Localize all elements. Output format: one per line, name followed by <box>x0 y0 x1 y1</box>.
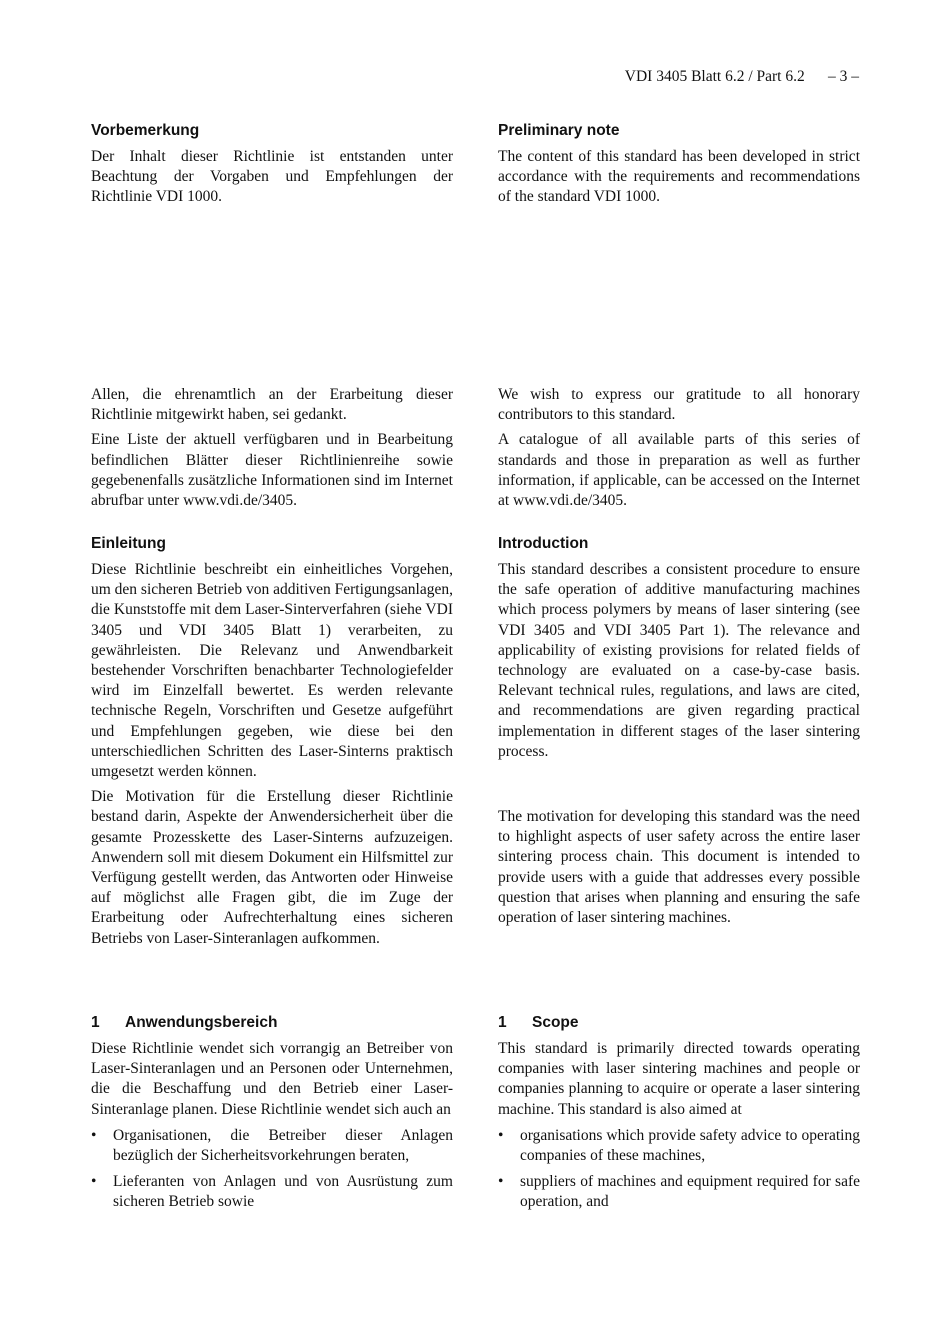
de-preliminary-text: Der Inhalt dieser Richtlinie ist entstanden unter Beachtung der Vorgaben und Empfehlungen der Richtlinie VDI 1000. <box>91 148 453 206</box>
bullet-glyph: • <box>91 1126 97 1144</box>
en-intro-text-2: The motivation for developing this standard was the need to highlight aspects of user safety across the entire laser sintering process chain. This document is intended to provide users with a guide that addresses every possible question that arises when planning and ensuring the safe operation of laser sintering machines. <box>498 808 860 927</box>
en-scope-text: This standard is primarily directed towards operating companies with laser sintering machines and people or companies planning to acquire or operate a laser sintering machine. This standard is also aimed at <box>498 1040 860 1118</box>
de-preliminary-section <box>91 121 453 213</box>
en-intro-section-2 <box>498 807 860 933</box>
de-thanks-text: Allen, die ehrenamtlich an der Erarbeitung dieser Richtlinie mitgewirkt haben, sei gedankt. <box>91 386 453 424</box>
de-intro-section <box>91 534 453 954</box>
list-item-text: suppliers of machines and equipment required for safe operation, and <box>520 1173 860 1211</box>
en-scope-heading <box>498 1013 860 1033</box>
page-header <box>625 67 859 87</box>
de-scope-heading <box>91 1013 453 1033</box>
list-item <box>498 1126 860 1166</box>
page-number: – 3 – <box>828 68 859 85</box>
de-catalogue-text: Eine Liste der aktuell verfügbaren und in Bearbeitung befindlichen Blätter dieser Richtlinienreihe sowie gegebenenfalls zusätzliche Informationen sind im Internet abrufbar unter www.vdi.de/3405. <box>91 431 453 510</box>
list-item-text: Organisationen, die Betreiber dieser Anlagen bezüglich der Sicherheitsvorkehrungen beraten, <box>113 1126 453 1165</box>
en-intro-text-1: This standard describes a consistent procedure to ensure the safe operation of additive manufacturing machines which process polymers by means of laser sintering (see VDI 3405 and VDI 3405 Part 1). The relevance and applicability of existing provisions for related fields of technology are evaluated on a case-by-case basis. Relevant technical rules, regulations, and laws are cited, and recommendations are given regarding practical implementation in different stages of the laser sintering process. <box>498 561 860 760</box>
de-intro-text-2: Die Motivation für die Erstellung dieser Richtlinie bestand darin, Aspekte der Anwendersicherheit über die gesamte Prozesskette des Laser-Sinterns aufzuzeigen. Anwendern soll mit diesem Dokument ein Hilfsmittel zur Verfügung gestellt werden, das Antworten oder Hinweise auf möglichst alle Fragen gibt, die im Zuge der Erarbeitung oder Aufrechterhaltung eines sicheren Betriebs von Laser-Sinteranlagen aufkommen. <box>91 788 453 947</box>
bullet-glyph: • <box>498 1126 504 1144</box>
en-preliminary-section <box>498 121 860 213</box>
en-scope-section <box>498 1013 860 1219</box>
de-intro-text-1: Diese Richtlinie beschreibt ein einheitliches Vorgehen, um den sicheren Betrieb von additiven Fertigungsanlagen, die Kunststoffe mit dem Laser-Sinterverfahren (siehe VDI 3405 und VDI 3405 Blatt 1) verarbeiten, zu gewährleisten. Die Relevanz und Anwendbarkeit bestehender Vorschriften benachbarter Technologiefelder wird im Einzelfall bewertet. Es werden relevante technische Regeln, Vorschriften und Gesetze aufgeführt und Empfehlungen gegeben, wie diese bei den unterschiedlichen Schritten des Laser-Sinterns praktisch umgesetzt werden können. <box>91 561 454 781</box>
de-scope-section <box>91 1013 453 1219</box>
en-thanks-section <box>498 385 860 516</box>
en-thanks-text: We wish to express our gratitude to all honorary contributors to this standard. <box>498 386 860 424</box>
en-preliminary-text: The content of this standard has been developed in strict accordance with the requirements and recommendations of the standard VDI 1000. <box>498 148 860 206</box>
en-intro-heading: Introduction <box>498 535 589 552</box>
list-item-text: organisations which provide safety advice to operating companies of these machines, <box>520 1126 860 1165</box>
de-intro-heading: Einleitung <box>91 535 166 552</box>
en-intro-section <box>498 534 860 767</box>
de-scope-title: Anwendungsbereich <box>125 1014 278 1031</box>
de-scope-number: 1 <box>91 1014 100 1031</box>
list-item <box>91 1126 453 1166</box>
list-item-text: Lieferanten von Anlagen und von Ausrüstung zum sicheren Betrieb sowie <box>113 1173 453 1211</box>
en-preliminary-heading: Preliminary note <box>498 122 620 139</box>
de-preliminary-heading: Vorbemerkung <box>91 122 200 139</box>
de-scope-list <box>91 1126 453 1213</box>
bullet-glyph: • <box>498 1173 504 1191</box>
en-catalogue-text: A catalogue of all available parts of this series of standards and those in preparation as well as further information, if applicable, can be accessed on the Internet at www.vdi.de/3405. <box>498 431 860 510</box>
list-item <box>91 1172 453 1212</box>
en-scope-number: 1 <box>498 1014 507 1031</box>
de-scope-text: Diese Richtlinie wendet sich vorrangig an Betreiber von Laser-Sinteranlagen und an Personen oder Unternehmen, die die Beschaffung und den Betrieb einer Laser-Sinteranlage planen. Diese Richtlinie wendet sich auch an <box>91 1040 453 1118</box>
en-scope-title: Scope <box>532 1014 579 1031</box>
en-scope-list <box>498 1126 860 1213</box>
bullet-glyph: • <box>91 1173 97 1191</box>
de-thanks-section <box>91 385 453 516</box>
list-item <box>498 1172 860 1212</box>
standard-designation: VDI 3405 Blatt 6.2 / Part 6.2 <box>624 68 805 85</box>
